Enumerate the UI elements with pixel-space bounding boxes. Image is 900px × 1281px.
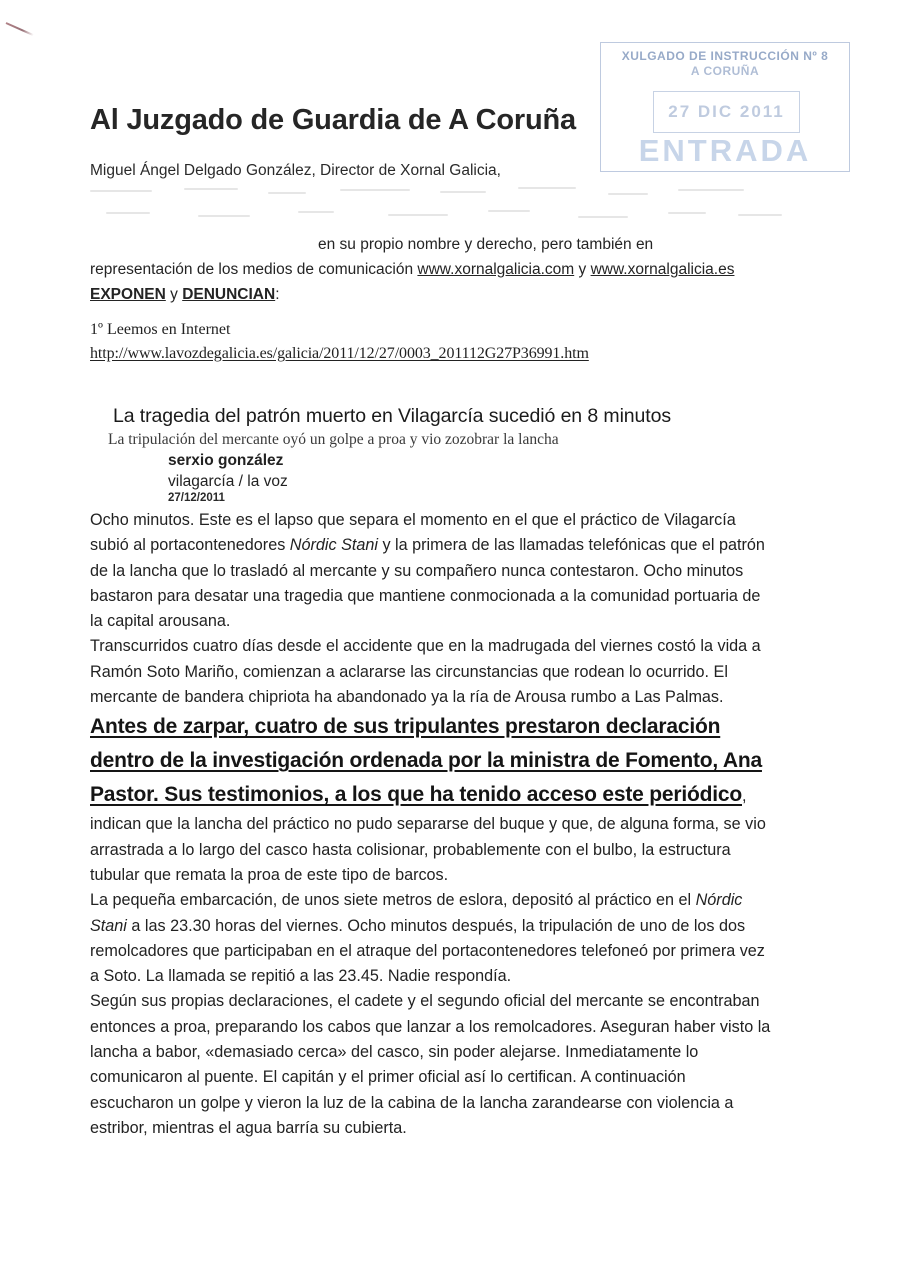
stamp-date: 27 DIC 2011	[668, 102, 785, 121]
stamp-date-box	[653, 91, 800, 133]
intro-conjunction-2: y	[165, 286, 183, 303]
article-body	[90, 508, 772, 1141]
paragraph-2-part-a: Transcurridos cuatro días desde el accidente que en la madrugada del viernes costó la vida a Ramón Soto Mariño, comienzan a aclararse las circunstancias que rodean lo ocurrido. El mercante de bandera chipriota ha abandonado ya la ría de Arousa rumbo a Las Palmas.	[90, 637, 761, 707]
article-paragraph-4: Según sus propias declaraciones, el cadete y el segundo oficial del mercante se encontraban entonces a proa, preparando los cabos que lanzar a los remolcadores. Aseguran haber visto la lancha a babor, «demasiado cerca» del casco, sin poder alejarse. Inmediatamente lo comunicaron al puente. El capitán y el primer oficial así lo certifican. A continuación escucharon un golpe y vieron la luz de la cabina de la lancha zarandearse con violencia a estribor, mientras el agua barría su cubierta.	[90, 992, 771, 1137]
stamp-court-name: XULGADO DE INSTRUCCIÓN Nº 8	[621, 49, 829, 63]
intro-conjunction-1: y	[574, 261, 587, 278]
intro-representation-text: representación de los medios de comunicación	[90, 261, 418, 278]
article-dateline-place: vilagarcía / la voz	[168, 473, 288, 490]
article-subheadline: La tripulación del mercante oyó un golpe a proa y vio zozobrar la lancha	[108, 431, 559, 448]
stamp-city: A CORUÑA	[690, 64, 760, 78]
page-title: Al Juzgado de Guardia de A Coruña	[90, 104, 576, 136]
site-xornalgalicia-com[interactable]: www.xornalgalicia.com	[417, 261, 575, 278]
article-paragraph-3	[90, 888, 772, 989]
redacted-text-band	[88, 184, 788, 236]
paragraph-1-part-b: y la primera de las llamadas telefónicas que el patrón de la lancha que lo trasladó al mercante y su compañero nunca contestaron. Ocho minutos bastaron para desatar una tragedia que mantiene conmocionada a la comunidad portuaria de la capital arousana.	[90, 536, 765, 631]
exponen-keyword: EXPONEN	[90, 286, 166, 303]
paragraph-3-part-b: a las 23.30 horas del viernes. Ocho minutos después, la tripulación de uno de los dos remolcadores que participaban en el atraque del portacontenedores telefoneó por primera vez a Soto. La llamada se repitió a las 23.45. Nadie respondía.	[90, 916, 765, 986]
article-paragraph-1	[90, 508, 772, 634]
article-headline: La tragedia del patrón muerto en Vilagarcía sucedió en 8 minutos	[113, 405, 672, 427]
paragraph-2-part-b: , indican que la lancha del práctico no pudo separarse del buque y que, de alguna forma, se vio arrastrada a lo largo del casco hasta colisionar, probablemente con el bulbo, la estructura tubular que remata la proa de este tipo de barcos.	[90, 787, 766, 884]
exponen-denuncian-paragraph	[90, 232, 760, 307]
site-xornalgalicia-es[interactable]: www.xornalgalicia.es	[590, 261, 735, 278]
court-entry-stamp	[600, 42, 850, 172]
ship-name-nordic-stani-1: Nórdic Stani	[289, 536, 378, 555]
article-author: serxio gonzález	[168, 452, 284, 469]
source-section	[90, 318, 589, 366]
article-publication-date: 27/12/2011	[168, 492, 225, 504]
paragraph-3-part-a: La pequeña embarcación, de unos siete metros de eslora, depositó al práctico en el	[90, 891, 696, 910]
paragraph-1-part-a: Ocho minutos. Este es el lapso que separa el momento en el que el práctico de Vilagarcía subió al portacontenedores	[90, 511, 736, 555]
ship-name-nordic-stani-2: Nórdic Stani	[90, 891, 743, 935]
article-paragraph-2	[90, 634, 772, 888]
intro-colon: :	[275, 286, 280, 303]
petitioner-line: Miguel Ángel Delgado González, Director de Xornal Galicia,	[90, 162, 501, 179]
intro-lead-text: en su propio nombre y derecho, pero también en	[318, 236, 654, 253]
source-url-link[interactable]: http://www.lavozdegalicia.es/galicia/2011/12/27/0003_201112G27P36991.htm	[90, 345, 589, 362]
emphasized-testimony-text: Antes de zarpar, cuatro de sus tripulantes prestaron declaración dentro de la investigación ordenada por la ministra de Fomento, Ana Pastor. Sus testimonios, a los que ha tenido acceso este periódico	[90, 715, 762, 807]
stamp-entrada-label: ENTRADA	[638, 133, 812, 168]
section-label: 1º Leemos en Internet	[90, 321, 231, 338]
scan-artifact-mark	[6, 22, 34, 36]
denuncian-keyword: DENUNCIAN	[182, 286, 276, 303]
